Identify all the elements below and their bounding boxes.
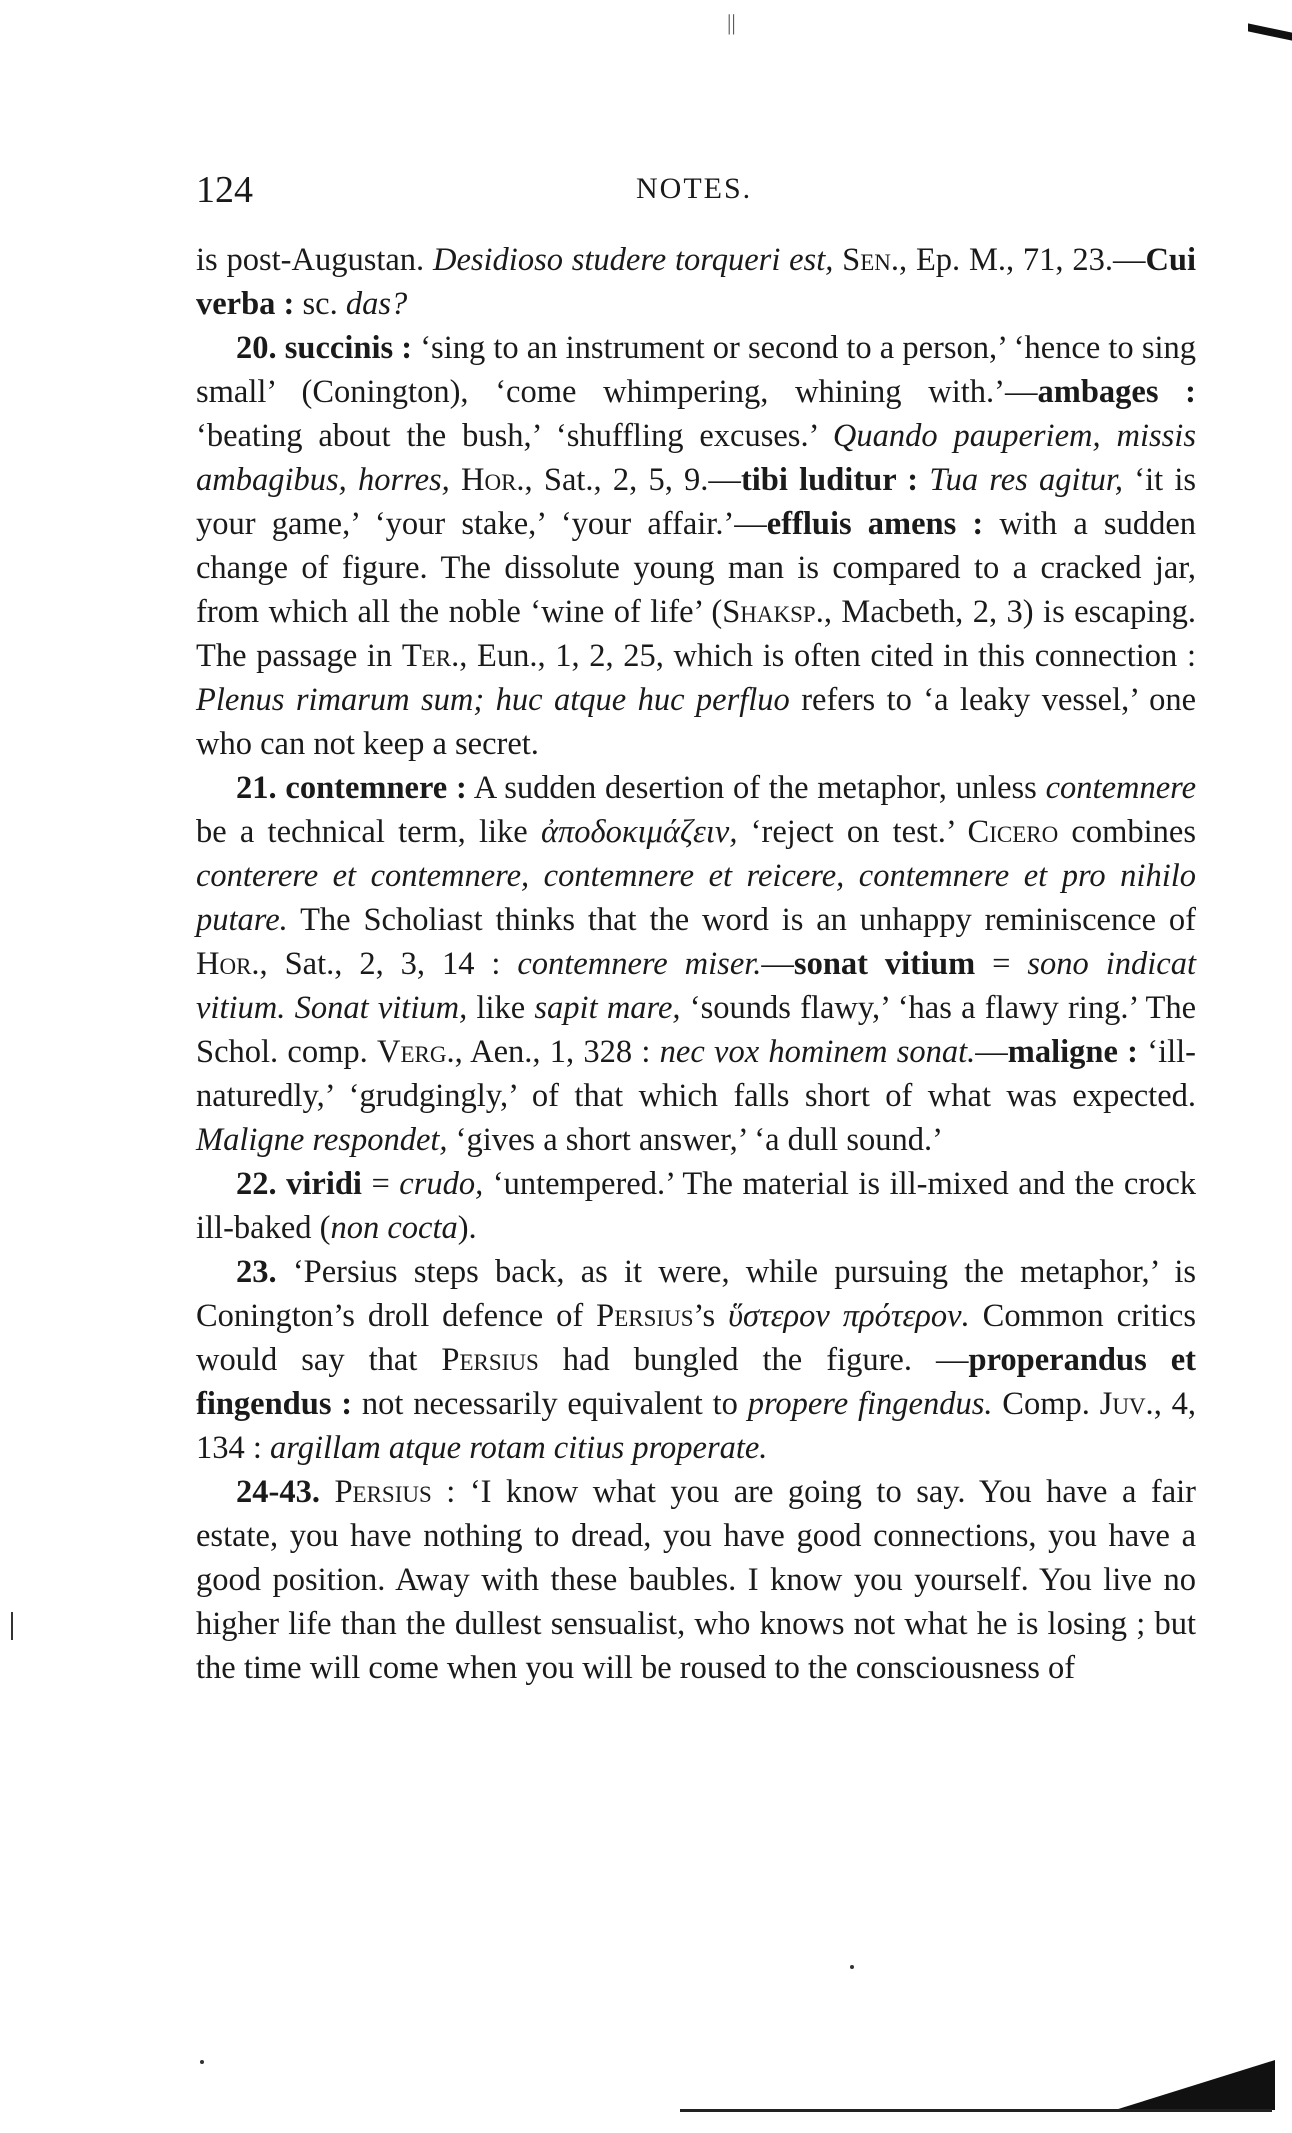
small-caps-reference: Shaksp. [722, 594, 824, 630]
text-run: ‘Persius steps back, as it were, while pursuing the metaphor,’ is Conington’s droll defence of [196, 1254, 1196, 1334]
lemma: properandus et fingendus : [196, 1342, 1196, 1422]
italic-text: Tua res agitur, [929, 462, 1124, 498]
italic-text: contemnere [1045, 770, 1197, 806]
text-run: ‘it is your game,’ ‘your stake,’ ‘your affair.’— [196, 462, 1197, 542]
text-run: Common critics would say that [196, 1298, 1196, 1378]
text-run: with a sudden change of figure. The dissolute young man is compared to a cracked jar, from which all the noble ‘wine of life’ ( [196, 506, 1196, 630]
lemma: Cui verba : [196, 242, 1197, 322]
small-caps-reference: Hor. [461, 462, 525, 498]
lemma: 22. viridi [236, 1166, 362, 1202]
italic-text: propere fingendus. [747, 1386, 993, 1422]
text-run: — [761, 946, 794, 982]
lemma: 24-43. [236, 1474, 320, 1510]
italic-text: crudo, [399, 1166, 484, 1202]
text-run: ‘ill-naturedly,’ ‘grudgingly,’ of that which falls short of what was expected. [196, 1034, 1196, 1114]
page-header [196, 168, 1196, 212]
text-run: ‘sing to an instrument or second to a person,’ ‘hence to sing small’ (Conington), ‘come whimpering, whining with.’— [196, 330, 1196, 410]
text-run: , Ep. M., 71, 23.— [899, 242, 1146, 278]
text-run: ‘reject on test.’ [737, 814, 968, 850]
text-run [320, 1474, 335, 1510]
note-paragraph [196, 766, 1196, 1162]
text-run: be a technical term, like [196, 814, 541, 850]
italic-text: ἀποδοκιμάζειν, [540, 814, 738, 850]
text-run: ). [457, 1210, 477, 1246]
small-caps-reference: Juv. [1099, 1386, 1154, 1422]
italic-text: contemnere miser. [517, 946, 762, 982]
italic-text: conterere et contemnere, contemnere et reicere, contemnere et pro nihilo putare. [196, 858, 1196, 938]
note-paragraph [196, 1470, 1196, 1690]
italic-text: Maligne respondet, [196, 1122, 448, 1158]
text-run: like [467, 990, 535, 1026]
text-run [833, 242, 842, 278]
italic-text: nec vox hominem sonat. [659, 1034, 976, 1070]
text-run: : ‘I know what you are going to say. You have a fair estate, you have nothing to dread, you have good connections, you have a good position. Away with these baubles. I know you yourself. You live no higher life than the dullest sensualist, who knows not what he is losing ; but the time will come when you will be roused to the consciousness of [196, 1474, 1196, 1686]
small-caps-reference: Persius [334, 1474, 432, 1510]
note-paragraph [196, 326, 1196, 766]
text-run: , 4, 134 : [196, 1386, 1196, 1466]
small-caps-reference: Persius [596, 1298, 694, 1334]
margin-mark [11, 1612, 13, 1640]
note-paragraph [196, 238, 1196, 326]
scan-speck [200, 2060, 204, 2064]
running-head: NOTES. [636, 172, 753, 205]
lemma: 23. [236, 1254, 277, 1290]
text-run: , Sat., 2, 5, 9.— [524, 462, 741, 498]
text-run [450, 462, 461, 498]
note-paragraph [196, 1162, 1196, 1250]
lemma: 21. contemnere : [236, 770, 467, 806]
text-run: , Sat., 2, 3, 14 : [259, 946, 518, 982]
text-run: not necessarily equivalent to [352, 1386, 748, 1422]
small-caps-reference: Hor. [196, 946, 260, 982]
text-run: combines [1058, 814, 1196, 850]
text-run: refers to ‘a leaky vessel,’ one who can not keep a secret. [196, 682, 1196, 762]
page-number: 124 [196, 169, 253, 211]
italic-text: sono indicat vitium. Sonat vitium, [196, 946, 1196, 1026]
italic-text: sapit mare, [534, 990, 681, 1026]
italic-text: Plenus rimarum sum; huc atque huc perfluo [196, 682, 790, 718]
lemma: effluis amens : [766, 506, 984, 542]
page-top-mark: || [727, 10, 736, 35]
scan-edge-shadow [1115, 2060, 1275, 2110]
scan-corner-mark [1248, 23, 1292, 40]
lemma: maligne : [1007, 1034, 1138, 1070]
text-run: is post-Augustan. [196, 242, 433, 278]
text-run: = [975, 946, 1028, 982]
note-paragraph [196, 1250, 1196, 1470]
text-run: The Scholiast thinks that the word is an unhappy reminiscence of [287, 902, 1196, 938]
italic-text: argillam atque rotam citius properate. [270, 1430, 768, 1466]
italic-text: ὕστερον πρότερον. [728, 1298, 970, 1334]
text-run: ‘gives a short answer,’ ‘a dull sound.’ [447, 1122, 943, 1158]
small-caps-reference: Persius [441, 1342, 539, 1378]
italic-text: das? [345, 286, 408, 322]
scan-bottom-rule [680, 2109, 1272, 2112]
text-run: ’s [693, 1298, 729, 1334]
small-caps-reference: Verg. [376, 1034, 455, 1070]
text-run: A sudden desertion of the metaphor, unless [466, 770, 1046, 806]
text-run: — [975, 1034, 1008, 1070]
text-run: had bungled the figure. — [538, 1342, 969, 1378]
lemma: tibi luditur : [740, 462, 919, 498]
text-run: = [361, 1166, 400, 1202]
notes-body [196, 238, 1196, 1690]
text-run: ‘beating about the bush,’ ‘shuffling excuses.’ [196, 418, 833, 454]
text-run: , Aen., 1, 328 : [454, 1034, 660, 1070]
text-run: , Macbeth, 2, 3) is escaping. The passage in [196, 594, 1197, 674]
italic-text: Quando pauperiem, missis ambagibus, horres, [196, 418, 1196, 498]
small-caps-reference: Cicero [967, 814, 1059, 850]
text-run: Comp. [992, 1386, 1100, 1422]
italic-text: Desidioso studere torqueri est, [432, 242, 834, 278]
lemma: ambages : [1037, 374, 1196, 410]
text-run: sc. [294, 286, 346, 322]
text-run: ‘untempered.’ The material is ill-mixed and the crock ill-baked ( [196, 1166, 1197, 1246]
lemma: sonat vitium [793, 946, 976, 982]
small-caps-reference: Sen. [842, 242, 900, 278]
text-run [918, 462, 929, 498]
scan-speck [850, 1965, 854, 1969]
text-run: ‘sounds flawy,’ ‘has a flawy ring.’ The Schol. comp. [196, 990, 1197, 1070]
lemma: 20. succinis : [236, 330, 413, 366]
italic-text: non cocta [330, 1210, 458, 1246]
small-caps-reference: Ter. [401, 638, 460, 674]
text-run: , Eun., 1, 2, 25, which is often cited in this connection : [459, 638, 1196, 674]
